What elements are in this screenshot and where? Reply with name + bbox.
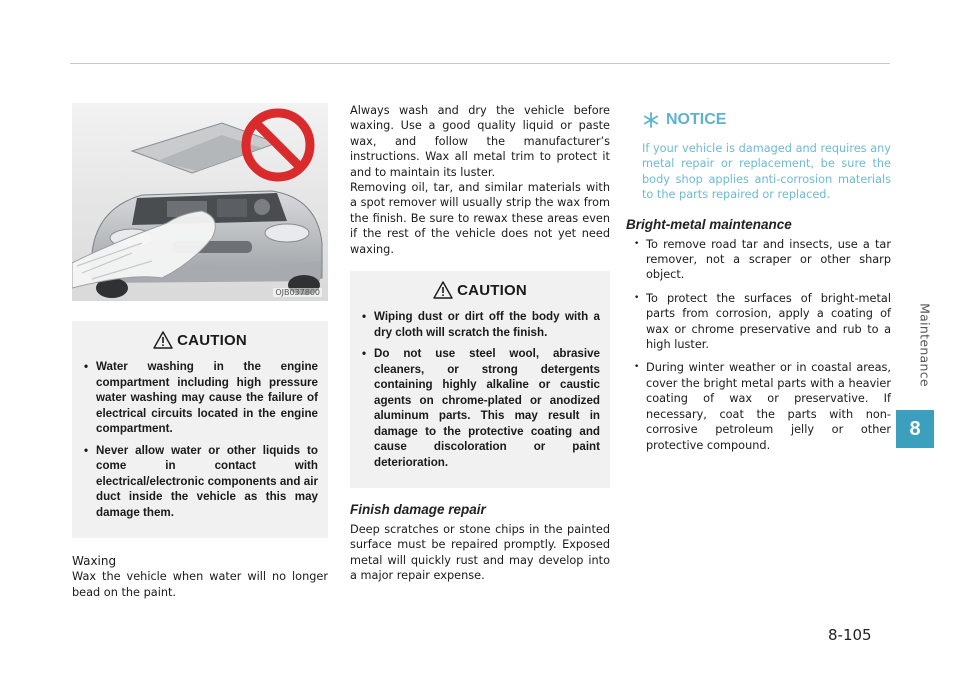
caution-item: • Wiping dust or dirt off the body with a dry cloth will scratch the finish. [360, 309, 600, 340]
bright-item: • To protect the surfaces of bright-metal parts from corrosion, apply a coating of wax or chrome preservative and rub to a high luster. [626, 291, 891, 353]
column-2 [350, 103, 610, 584]
waxing-heading: Waxing [72, 554, 117, 568]
bright-item: • To remove road tar and insects, use a tar remover, not a scraper or other sharp object. [626, 237, 891, 283]
caution-box-finish [350, 271, 610, 488]
warning-triangle-icon [153, 331, 173, 349]
caution-item: • Water washing in the engine compartment including high pressure water washing may cause the failure of electrical circuits located in the engine compartment. [82, 359, 318, 437]
bright-metal-section [626, 217, 891, 453]
finish-repair-section [350, 502, 610, 584]
notice-title: NOTICE [666, 111, 727, 128]
column-1 [72, 103, 328, 600]
asterisk-notice-icon [642, 111, 660, 129]
caution-header [82, 331, 318, 349]
column-3 [626, 103, 891, 461]
caution-title: CAUTION [177, 331, 247, 349]
page-number: 8-105 [828, 626, 872, 644]
caution-title: CAUTION [457, 281, 527, 299]
finish-heading: Finish damage repair [350, 502, 486, 518]
warning-triangle-icon [433, 281, 453, 299]
waxing-instructions: Always wash and dry the vehicle before waxing. Use a good quality liquid or paste wax, and follow the manufacturer’s instructions. Wax all metal trim to protect it and to maintain its luster. [350, 104, 610, 179]
rewax-instructions: Removing oil, tar, and similar materials with a spot remover will usually strip the wax from the finish. Be sure to rewax these areas even if the rest of the vehicle does not yet need waxing. [350, 181, 610, 256]
caution-list [82, 359, 318, 520]
car-engine-illustration [72, 103, 328, 301]
bright-list [626, 237, 891, 453]
waxing-section [72, 554, 328, 600]
figure-code: OJB037800 [275, 288, 320, 297]
caution-item: • Never allow water or other liquids to come in contact with electrical/electronic components and air duct inside the vehicle as this may damage them. [82, 443, 318, 521]
chapter-tab: 8 [896, 410, 934, 448]
bright-item: • During winter weather or in coastal areas, cover the bright metal parts with a heavier coating of wax or preservative. If necessary, coat the parts with non-corrosive petroleum jelly or other protective compound. [626, 360, 891, 452]
header-rule [70, 63, 890, 64]
side-label-text: Maintenance [917, 303, 933, 387]
caution-item: • Do not use steel wool, abrasive cleaners, or strong detergents containing highly alkaline or caustic agents on chrome-plated or anodized aluminum parts. This may result in damage to the protective coating and cause discoloration or paint deterioration. [360, 346, 600, 470]
engine-wash-figure [72, 103, 328, 301]
bright-heading: Bright-metal maintenance [626, 216, 792, 232]
finish-text: Deep scratches or stone chips in the painted surface must be repaired promptly. Exposed metal will quickly rust and may develop into a major repair expense. [350, 523, 610, 583]
notice-header [642, 111, 891, 129]
waxing-text: Wax the vehicle when water will no longer bead on the paint. [72, 570, 328, 599]
caution-box-engine [72, 321, 328, 538]
caution-list [360, 309, 600, 470]
caution-header [360, 281, 600, 299]
section-side-label [918, 300, 932, 390]
notice-text: If your vehicle is damaged and requires any metal repair or replacement, be sure the body shop applies anti-corrosion materials to the parts repaired or replaced. [642, 142, 891, 202]
